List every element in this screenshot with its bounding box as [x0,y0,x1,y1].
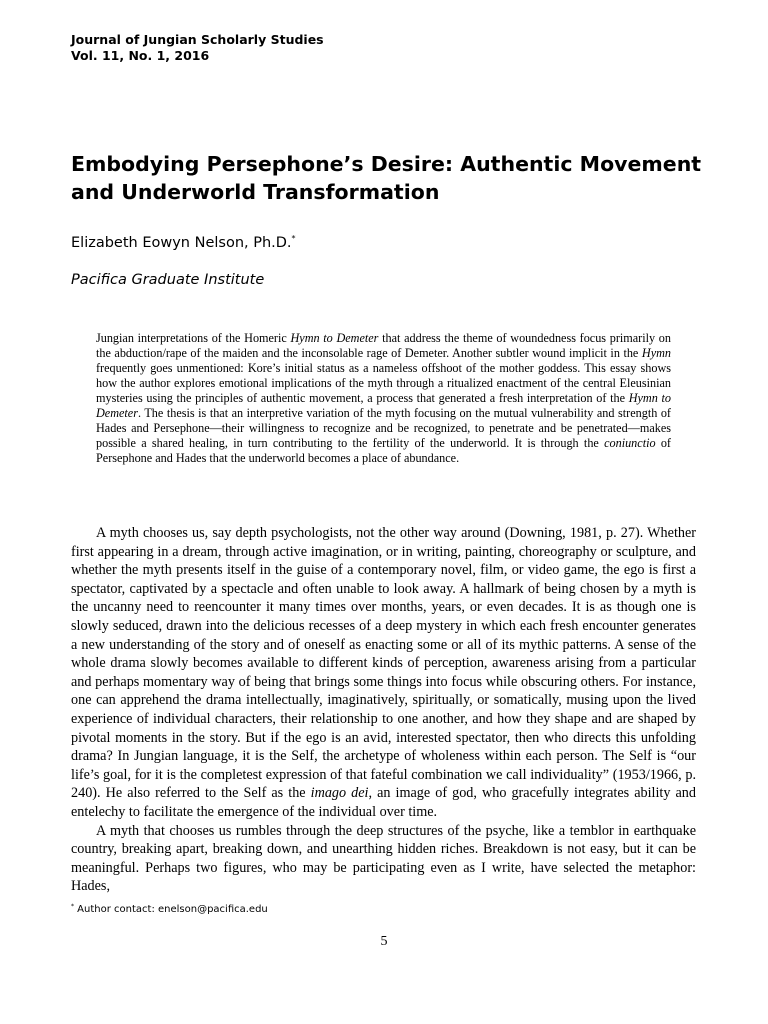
footnote [71,900,268,917]
author-name: Elizabeth Eowyn Nelson, Ph.D. [71,235,292,251]
abstract-text: that address the theme of woundedness focus primarily on the abduction/rape of the maiden and the inconsolable rage of Demeter. Another subtler wound implicit in the [96,331,671,360]
abstract-italic: Hymn to Demeter [290,331,379,345]
affiliation: Pacifica Graduate Institute [71,272,265,288]
article-title: Embodying Persephone’s Desire: Authentic Movement and Underworld Transformation [71,152,702,204]
paragraph-text: A myth that chooses us rumbles through the deep structures of the psyche, like a temblor in earthquake country, breaking apart, breaking down, and unearthing hidden riches. Breakdown is not easy, but it can be meaningful. Perhaps two figures, who may be participating even as I write, have selected the metaphor: Hades, [71,822,696,895]
abstract-italic: Hymn to Demeter [96,391,671,420]
author-line [71,229,296,253]
body-text [71,524,696,896]
author-footnote-mark: * [291,234,296,243]
abstract-text: of Persephone and Hades that the underworld becomes a place of abundance. [96,436,671,465]
journal-header [71,32,324,64]
paragraph-text: A myth chooses us, say depth psychologists, not the other way around (Downing, 1981, p. 27). Whether first appearing in a dream, through active imagination, or in writing, painting, choreography or sculpture, and whether the myth presents itself in the guise of a contemporary novel, film, or video game, the ego is first a spectator, captivated by a spectacle and often unable to look away. A hallmark of being chosen by a myth is the uncanny need to reencounter it many times over months, years, or even decades. It is as though one is slowly seduced, drawn into the delicious recesses of a deep mystery in which each fresh encounter generates a new understanding of the story and of oneself as enacting some or all of its mythic patterns. A sense of the whole drama slowly becomes available to different kinds of perception, awareness arising from a particular and perhaps momentary way of being that brings some things into focus while obscuring others. For instance, one can apprehend the drama intellectually, imaginatively, spiritually, or somatically, musing upon the lived experience of individual characters, their relationship to one another, and how they shape and are shaped by pivotal moments in the story. But if the ego is an avid, interested spectator, then who directs this unfolding drama? In Jungian language, it is the Self, the archetype of wholeness within each person. The Self is “our life’s goal, for it is the completest expression of that fateful combination we call individuality” (1953/1966, p. 240). He also referred to the Self as the [71,525,696,802]
abstract-italic: coniunctio [604,436,656,450]
paragraph-text: , an image of god, who gracefully integrates ability and entelechy to facilitate the emergence of the individual over time. [71,785,696,820]
journal-volume: Vol. 11, No. 1, 2016 [71,48,210,63]
body-paragraph [71,822,696,896]
abstract-italic: Hymn [641,346,671,360]
abstract-text: Jungian interpretations of the Homeric [96,331,291,345]
abstract-text: . The thesis is that an interpretive variation of the myth focusing on the mutual vulnerability and strength of Hades and Persephone—their willingness to recognize and be recognized, to penetrate and be penetrated—makes possible a shared healing, in turn contributing to the fertility of the underworld. It is through the [96,406,671,450]
paragraph-italic: imago dei [310,785,369,802]
journal-name: Journal of Jungian Scholarly Studies [71,32,324,47]
footnote-text: Author contact: enelson@pacifica.edu [74,904,268,915]
abstract-text: frequently goes unmentioned: Kore’s initial status as a nameless offshoot of the mother goddess. This essay shows how the author explores emotional implications of the myth through a ritualized enactment of the central Eleusinian mysteries using the principles of authentic movement, a process that generated a fresh interpretation of the [96,361,671,405]
page-number: 5 [380,934,388,949]
abstract [96,331,671,466]
body-paragraph [71,524,696,822]
footnote-mark: * [71,903,74,910]
